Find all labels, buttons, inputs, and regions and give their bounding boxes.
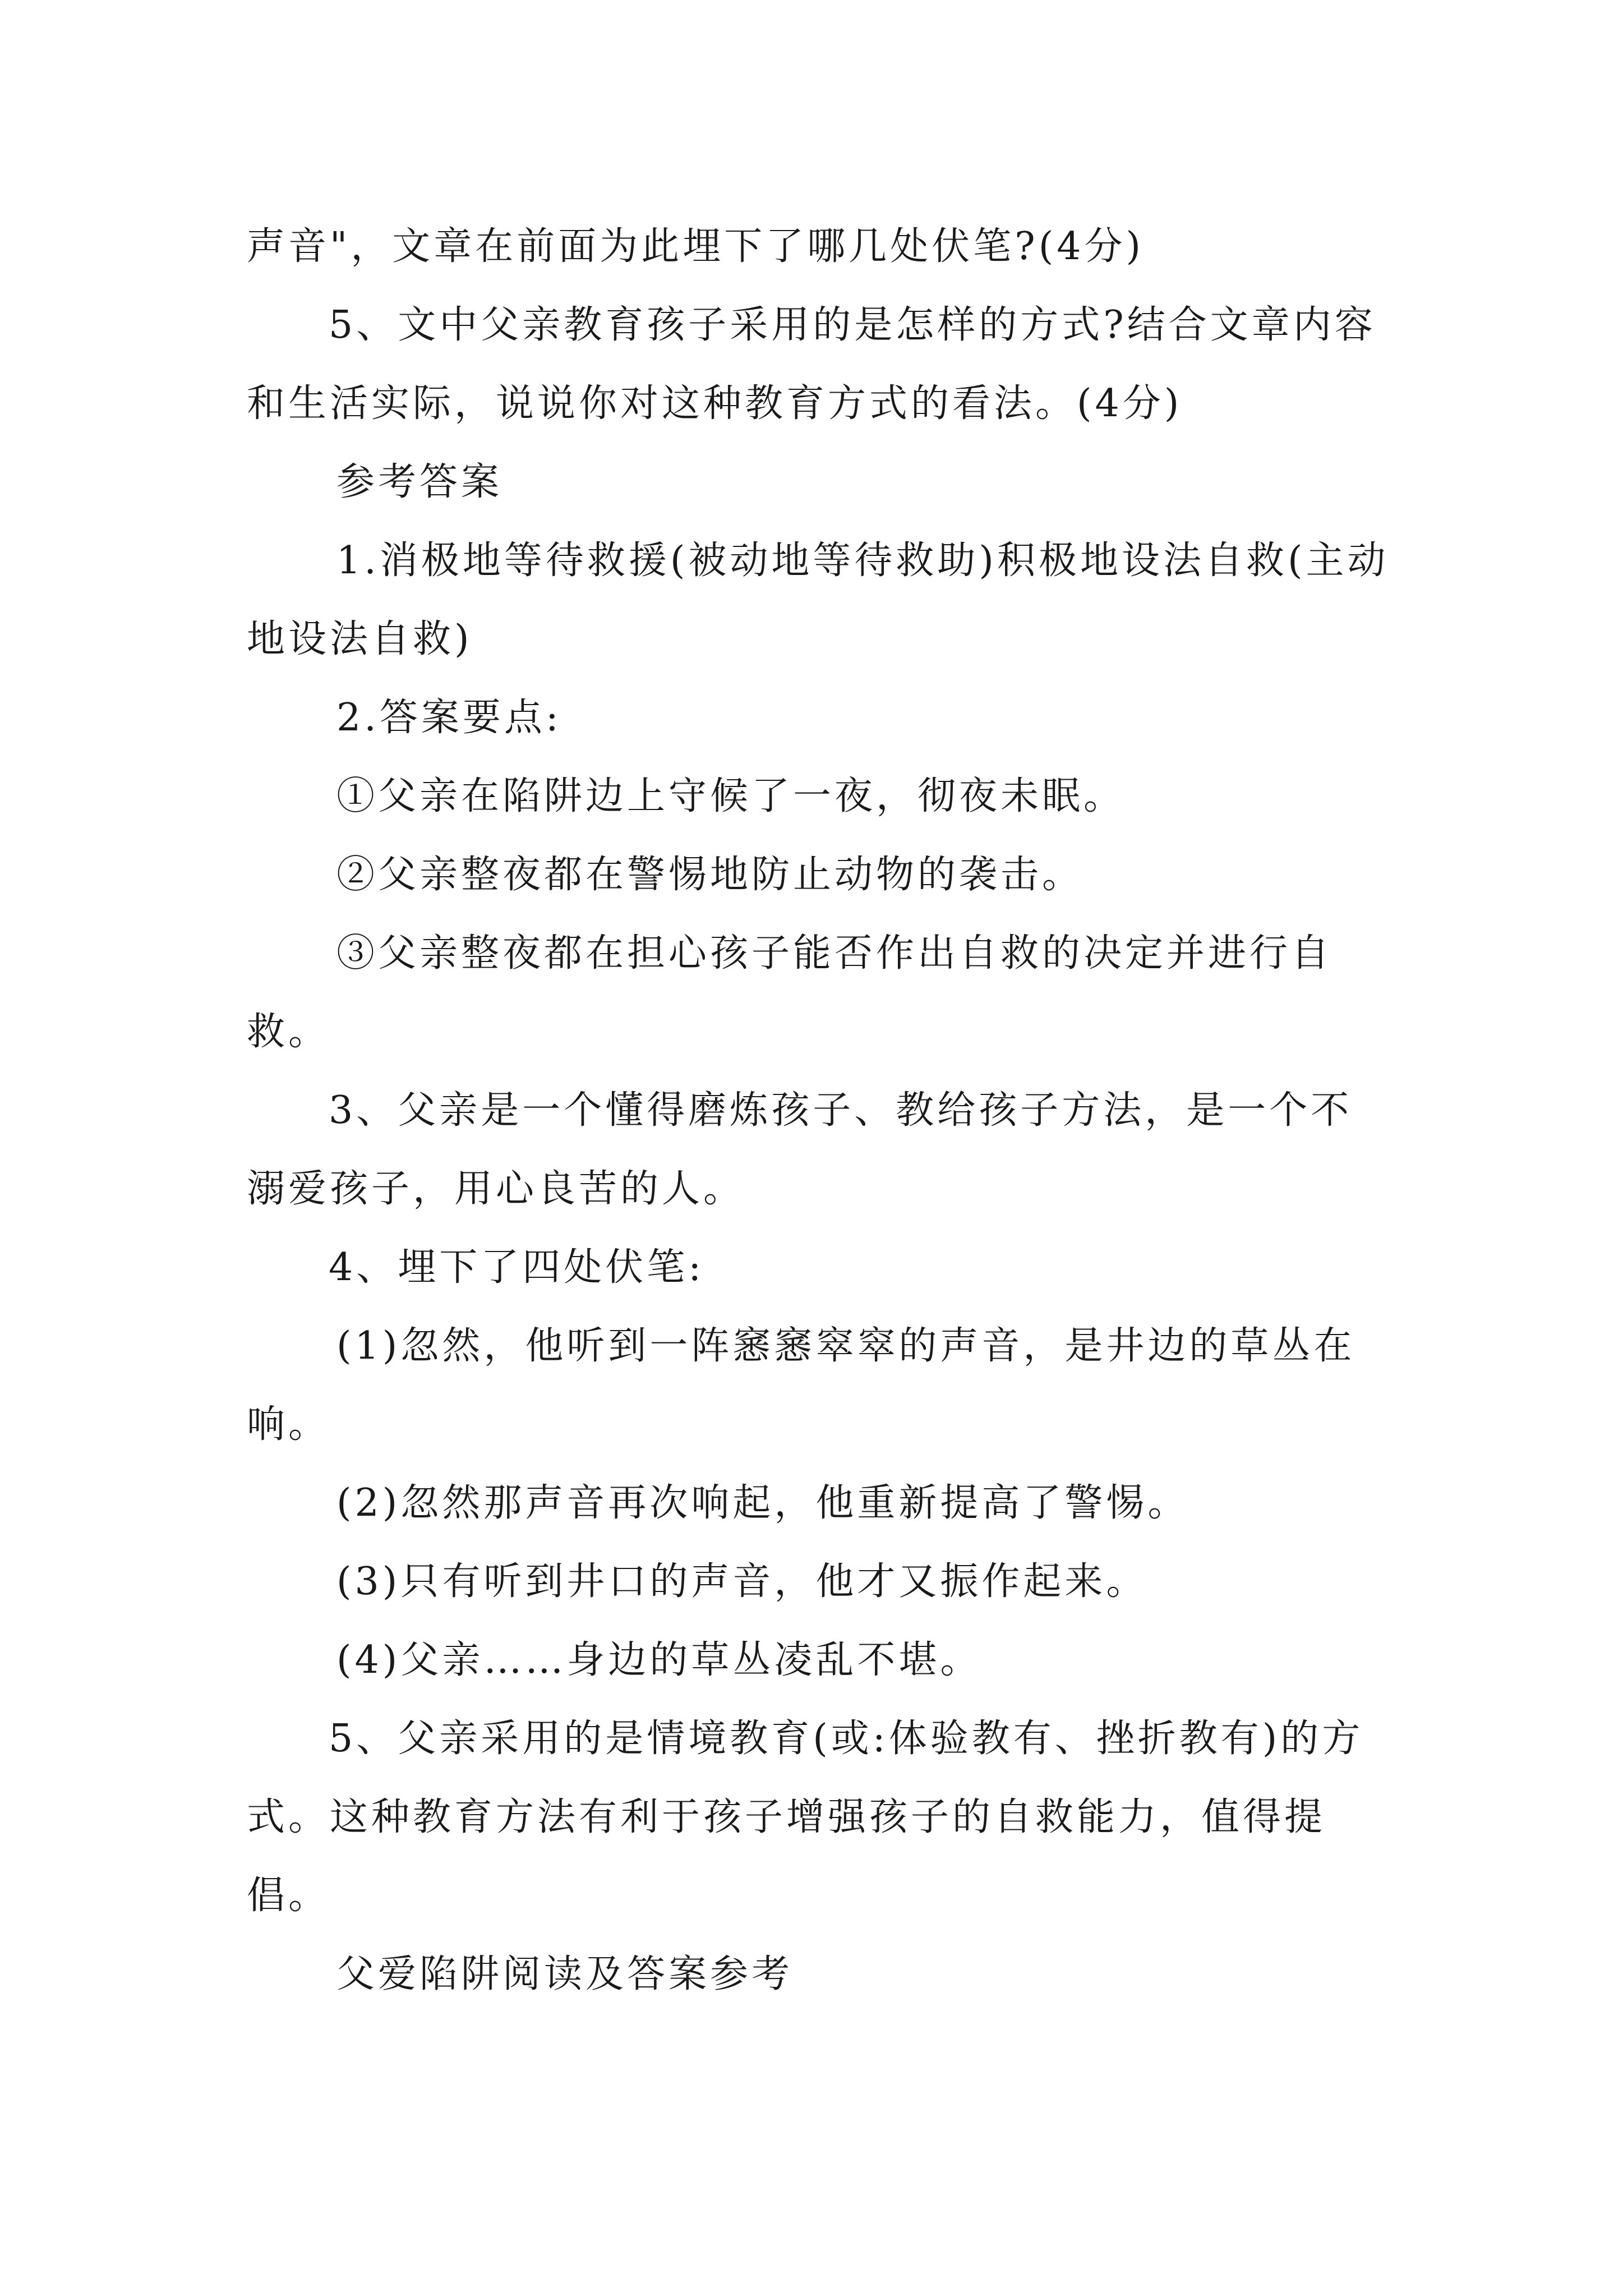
- question-5: 5、文中父亲教育孩子采用的是怎样的方式?结合文章内容和生活实际，说说你对这种教育方式的看法。(4分): [247, 303, 1376, 426]
- answer-2-point-2: ②父亲整夜都在警惕地防止动物的袭击。: [336, 853, 1084, 897]
- answer-2: 2.答案要点:: [336, 696, 562, 740]
- answer-4-item-1: (1)忽然，他听到一阵窸窸窣窣的声音，是井边的草丛在响。: [247, 1324, 1355, 1447]
- answer-4-item-3: (3)只有听到井口的声音，他才又振作起来。: [336, 1559, 1148, 1604]
- answer-3: 3、父亲是一个懂得磨炼孩子、教给孩子方法，是一个不溺爱孩子，用心良苦的人。: [247, 1088, 1353, 1211]
- answers-heading: 参考答案: [336, 460, 503, 504]
- answer-4-item-2: (2)忽然那声音再次响起，他重新提高了警惕。: [336, 1481, 1189, 1525]
- answer-5: 5、父亲采用的是情境教育(或:体验教有、挫折教有)的方式。这种教育方法有利于孩子增强孩子的自救能力，值得提倡。: [247, 1717, 1364, 1918]
- document-body: [247, 208, 1391, 2014]
- answer-1: 1.消极地等待救援(被动地等待救助)积极地设法自救(主动地设法自救): [247, 539, 1389, 661]
- question-4-continuation: 声音"，文章在前面为此埋下了哪几处伏笔?(4分): [247, 224, 1145, 269]
- answer-2-point-1: ①父亲在陷阱边上守候了一夜，彻夜未眠。: [336, 774, 1126, 818]
- next-article-title: 父爱陷阱阅读及答案参考: [336, 1952, 794, 1996]
- answer-2-point-3: ③父亲整夜都在担心孩子能否作出自救的决定并进行自救。: [247, 931, 1333, 1054]
- answer-4: 4、埋下了四处伏笔:: [329, 1245, 705, 1290]
- answer-4-item-4: (4)父亲……身边的草丛凌乱不堪。: [336, 1638, 982, 1682]
